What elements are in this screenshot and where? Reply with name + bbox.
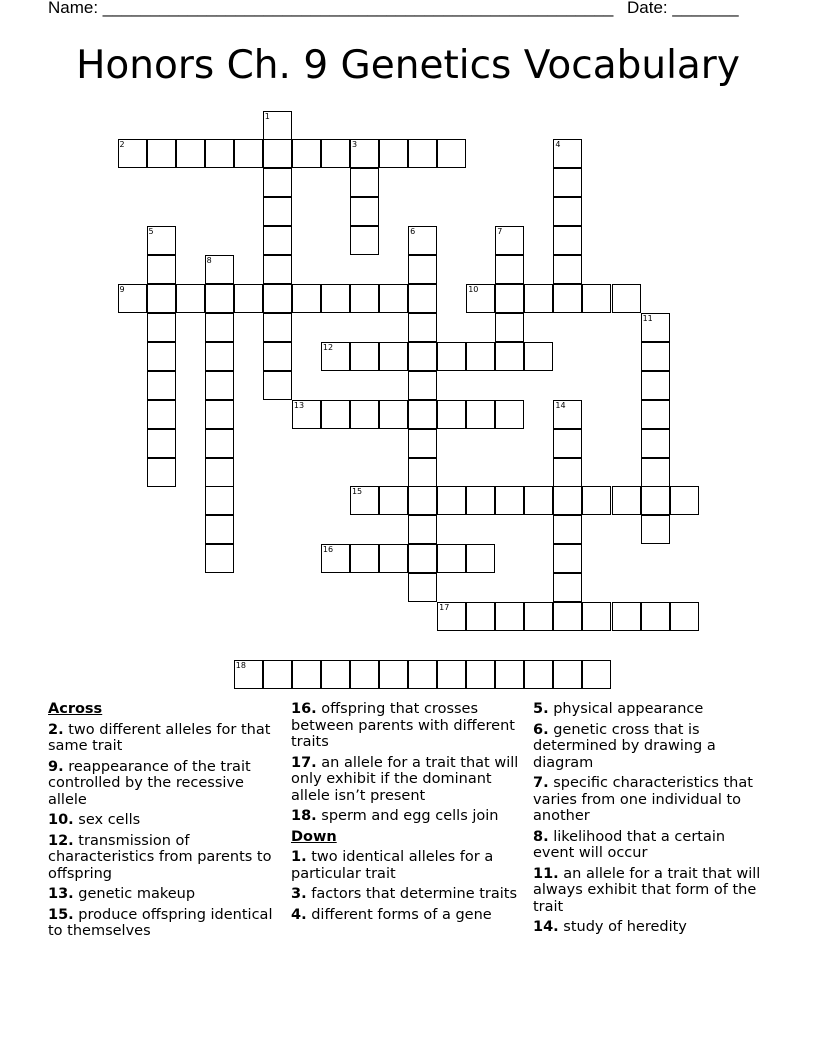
grid-cell[interactable] — [495, 313, 524, 342]
grid-cell[interactable] — [350, 284, 379, 313]
grid-cell[interactable] — [234, 660, 263, 689]
grid-cell[interactable] — [379, 486, 408, 515]
grid-cell[interactable] — [408, 400, 437, 429]
grid-cell[interactable] — [350, 168, 379, 197]
grid-cell[interactable] — [553, 486, 582, 515]
grid-cell[interactable] — [205, 255, 234, 284]
cell-number: 18 — [235, 660, 246, 670]
grid-cell[interactable] — [641, 429, 670, 458]
grid-cell[interactable] — [612, 602, 641, 631]
cell-number: 6 — [410, 227, 416, 237]
grid-cell[interactable] — [437, 602, 466, 631]
grid-cell[interactable] — [408, 429, 437, 458]
grid-cell[interactable] — [350, 226, 379, 255]
grid-cell[interactable] — [147, 284, 176, 313]
grid-cell[interactable] — [321, 139, 350, 168]
grid-cell[interactable] — [321, 342, 350, 371]
grid-cell[interactable] — [553, 400, 582, 429]
across-heading: Across — [48, 701, 103, 717]
grid-cell[interactable] — [176, 284, 205, 313]
grid-cell[interactable] — [553, 226, 582, 255]
clue-down-3 — [291, 886, 521, 903]
grid-cell[interactable] — [408, 458, 437, 487]
grid-cell[interactable] — [147, 226, 176, 255]
clue-text: study of heredity — [563, 919, 687, 935]
grid-cell[interactable] — [350, 660, 379, 689]
grid-cell[interactable] — [292, 139, 321, 168]
grid-cell[interactable] — [379, 284, 408, 313]
cell-number: 16 — [322, 545, 334, 555]
grid-cell[interactable] — [612, 284, 641, 313]
grid-cell[interactable] — [234, 284, 263, 313]
grid-cell[interactable] — [408, 371, 437, 400]
grid-cell[interactable] — [408, 313, 437, 342]
grid-cell[interactable] — [205, 400, 234, 429]
grid-cell[interactable] — [205, 544, 234, 573]
grid-cell[interactable] — [408, 226, 437, 255]
grid-cell[interactable] — [263, 284, 292, 313]
grid-cell[interactable] — [263, 197, 292, 226]
grid-cell[interactable] — [466, 486, 495, 515]
cell-number: 2 — [119, 140, 125, 150]
clue-text: an allele for a trait that will always exhibit that form of the trait — [533, 865, 761, 915]
grid-cell[interactable] — [582, 284, 611, 313]
grid-cell[interactable] — [408, 342, 437, 371]
grid-cell[interactable] — [147, 139, 176, 168]
grid-cell[interactable] — [553, 168, 582, 197]
grid-cell[interactable] — [466, 544, 495, 573]
clue-text: transmission of characteristics from parents to offspring — [48, 832, 272, 882]
clue-down-5 — [533, 701, 763, 718]
grid-cell[interactable] — [553, 255, 582, 284]
clue-down-7 — [533, 775, 763, 825]
clues-column-1 — [48, 701, 278, 944]
clue-number: 11. — [533, 865, 559, 882]
clue-text: an allele for a trait that will only exhibit if the dominant allele isn’t present — [291, 754, 519, 804]
grid-cell[interactable] — [263, 168, 292, 197]
cell-number: 17 — [439, 603, 450, 613]
cell-number: 9 — [119, 285, 125, 295]
grid-cell[interactable] — [437, 342, 466, 371]
clue-down-8 — [533, 829, 763, 862]
clue-number: 3. — [291, 886, 307, 902]
clue-text: sperm and egg cells join — [321, 808, 499, 824]
grid-cell[interactable] — [641, 371, 670, 400]
clue-across-18 — [291, 808, 521, 825]
clue-down-4 — [291, 907, 521, 924]
grid-cell[interactable] — [553, 544, 582, 573]
grid-cell[interactable] — [582, 660, 611, 689]
grid-cell[interactable] — [670, 602, 699, 631]
grid-cell[interactable] — [321, 660, 350, 689]
clue-number: 6. — [533, 721, 549, 738]
clue-text: likelihood that a certain event will occur — [533, 828, 726, 861]
clue-text: two identical alleles for a particular trait — [291, 849, 494, 882]
grid-cell[interactable] — [408, 515, 437, 544]
grid-cell[interactable] — [408, 544, 437, 573]
cell-number: 4 — [555, 140, 561, 150]
grid-cell[interactable] — [553, 429, 582, 458]
clue-text: specific characteristics that varies from one individual to another — [533, 775, 753, 824]
grid-cell[interactable] — [553, 197, 582, 226]
grid-cell[interactable] — [495, 486, 524, 515]
grid-cell[interactable] — [350, 400, 379, 429]
clue-text: reappearance of the trait controlled by the recessive allele — [48, 758, 251, 808]
cell-number: 8 — [206, 256, 212, 266]
grid-cell[interactable] — [524, 660, 553, 689]
grid-cell[interactable] — [524, 602, 553, 631]
grid-cell[interactable] — [495, 660, 524, 689]
grid-cell[interactable] — [350, 139, 379, 168]
cell-number: 1 — [264, 111, 270, 121]
cell-number: 5 — [148, 227, 154, 237]
page-title: Honors Ch. 9 Genetics Vocabulary — [76, 43, 740, 88]
grid-cell[interactable] — [524, 342, 553, 371]
grid-cell[interactable] — [147, 255, 176, 284]
grid-cell[interactable] — [379, 139, 408, 168]
grid-cell[interactable] — [641, 602, 670, 631]
grid-cell[interactable] — [176, 139, 205, 168]
grid-cell[interactable] — [553, 515, 582, 544]
grid-cell[interactable] — [553, 139, 582, 168]
clue-across-13 — [48, 886, 278, 903]
grid-cell[interactable] — [263, 139, 292, 168]
grid-cell[interactable] — [263, 111, 292, 140]
cell-number: 3 — [351, 140, 358, 150]
clue-across-2 — [48, 722, 278, 755]
cell-number: 15 — [351, 487, 363, 497]
grid-cell[interactable] — [466, 602, 495, 631]
grid-cell[interactable] — [147, 458, 176, 487]
grid-cell[interactable] — [582, 486, 611, 515]
grid-cell[interactable] — [350, 342, 379, 371]
grid-cell[interactable] — [437, 139, 466, 168]
grid-cell[interactable] — [321, 284, 350, 313]
grid-cell[interactable] — [118, 284, 147, 313]
grid-cell[interactable] — [350, 486, 379, 515]
grid-cell[interactable] — [263, 226, 292, 255]
cell-number: 13 — [293, 400, 305, 410]
clue-number: 13. — [48, 886, 74, 902]
grid-cell[interactable] — [292, 400, 321, 429]
clue-text: produce offspring identical to themselves — [48, 906, 273, 939]
clue-number: 4. — [291, 906, 307, 923]
grid-cell[interactable] — [147, 371, 176, 400]
grid-cell[interactable] — [147, 342, 176, 371]
grid-cell[interactable] — [466, 400, 495, 429]
grid-cell[interactable] — [321, 400, 350, 429]
grid-cell[interactable] — [553, 660, 582, 689]
grid-cell[interactable] — [205, 458, 234, 487]
clue-across-16 — [291, 701, 521, 751]
clue-across-17 — [291, 755, 521, 805]
cell-number: 14 — [555, 400, 566, 410]
clue-text: different forms of a gene — [311, 906, 492, 923]
name-field: Name: ______________________________________________________ — [48, 0, 614, 17]
grid-cell[interactable] — [379, 342, 408, 371]
grid-cell[interactable] — [437, 660, 466, 689]
grid-cell[interactable] — [641, 515, 670, 544]
grid-cell[interactable] — [495, 226, 524, 255]
clue-text: physical appearance — [553, 701, 704, 717]
grid-cell[interactable] — [379, 660, 408, 689]
grid-cell[interactable] — [641, 400, 670, 429]
grid-cell[interactable] — [641, 342, 670, 371]
grid-cell[interactable] — [582, 602, 611, 631]
grid-cell[interactable] — [205, 429, 234, 458]
clue-across-10 — [48, 812, 278, 829]
clue-number: 12. — [48, 832, 74, 849]
grid-cell[interactable] — [466, 284, 495, 313]
clue-number: 15. — [48, 906, 74, 923]
grid-cell[interactable] — [263, 371, 292, 400]
grid-cell[interactable] — [495, 284, 524, 313]
grid-cell[interactable] — [263, 342, 292, 371]
grid-cell[interactable] — [553, 458, 582, 487]
grid-cell[interactable] — [553, 284, 582, 313]
clue-across-15 — [48, 907, 278, 940]
grid-cell[interactable] — [147, 429, 176, 458]
clue-number: 2. — [48, 721, 64, 738]
grid-cell[interactable] — [147, 400, 176, 429]
grid-cell[interactable] — [292, 660, 321, 689]
grid-cell[interactable] — [118, 139, 147, 168]
clue-text: sex cells — [78, 812, 141, 828]
grid-cell[interactable] — [379, 544, 408, 573]
grid-cell[interactable] — [641, 458, 670, 487]
grid-cell[interactable] — [495, 602, 524, 631]
clue-number: 10. — [48, 812, 74, 828]
grid-cell[interactable] — [147, 313, 176, 342]
grid-cell[interactable] — [437, 486, 466, 515]
clue-text: genetic makeup — [78, 886, 196, 902]
clue-number: 5. — [533, 701, 549, 717]
grid-cell[interactable] — [205, 371, 234, 400]
grid-cell[interactable] — [350, 544, 379, 573]
grid-cell[interactable] — [524, 486, 553, 515]
cell-number: 11 — [642, 313, 653, 323]
grid-cell[interactable] — [292, 284, 321, 313]
grid-cell[interactable] — [408, 573, 437, 602]
clue-number: 9. — [48, 758, 64, 775]
grid-cell[interactable] — [641, 313, 670, 342]
clue-down-11 — [533, 866, 763, 916]
grid-cell[interactable] — [670, 486, 699, 515]
grid-cell[interactable] — [263, 660, 292, 689]
grid-cell[interactable] — [466, 660, 495, 689]
grid-cell[interactable] — [205, 284, 234, 313]
grid-cell[interactable] — [234, 139, 263, 168]
clue-number: 16. — [291, 701, 317, 717]
clue-down-6 — [533, 722, 763, 772]
grid-cell[interactable] — [495, 400, 524, 429]
clue-number: 7. — [533, 775, 549, 791]
grid-cell[interactable] — [408, 660, 437, 689]
grid-cell[interactable] — [437, 400, 466, 429]
grid-cell[interactable] — [408, 486, 437, 515]
cell-number: 10 — [468, 285, 479, 295]
grid-cell[interactable] — [205, 486, 234, 515]
grid-cell[interactable] — [495, 255, 524, 284]
grid-cell[interactable] — [205, 313, 234, 342]
clue-number: 1. — [291, 849, 307, 865]
grid-cell[interactable] — [379, 400, 408, 429]
clue-text: genetic cross that is determined by drawing a diagram — [533, 721, 716, 771]
clue-text: two different alleles for that same trait — [48, 721, 271, 754]
date-field: Date: _______ — [627, 0, 739, 17]
clue-number: 18. — [291, 808, 317, 824]
grid-cell[interactable] — [408, 255, 437, 284]
clues-column-3 — [533, 701, 763, 940]
clue-number: 14. — [533, 919, 559, 935]
grid-cell[interactable] — [553, 573, 582, 602]
grid-cell[interactable] — [553, 602, 582, 631]
grid-cell[interactable] — [205, 342, 234, 371]
grid-cell[interactable] — [641, 486, 670, 515]
clue-number: 8. — [533, 828, 549, 845]
cell-number: 12 — [322, 342, 334, 352]
clues-column-2 — [291, 701, 521, 927]
grid-cell[interactable] — [495, 342, 524, 371]
grid-cell[interactable] — [612, 486, 641, 515]
grid-cell[interactable] — [205, 139, 234, 168]
clue-number: 17. — [291, 754, 317, 771]
cell-number: 7 — [497, 227, 503, 237]
clue-across-9 — [48, 759, 278, 809]
clue-text: factors that determine traits — [311, 886, 518, 902]
grid-cell[interactable] — [321, 544, 350, 573]
grid-cell[interactable] — [408, 139, 437, 168]
grid-cell[interactable] — [263, 255, 292, 284]
grid-cell[interactable] — [408, 284, 437, 313]
clue-down-1 — [291, 849, 521, 882]
grid-cell[interactable] — [350, 197, 379, 226]
clue-down-14 — [533, 919, 763, 936]
clue-text: offspring that crosses between parents with different traits — [291, 701, 515, 750]
down-heading: Down — [291, 828, 337, 845]
grid-cell[interactable] — [524, 284, 553, 313]
clue-across-12 — [48, 833, 278, 883]
grid-cell[interactable] — [263, 313, 292, 342]
grid-cell[interactable] — [205, 515, 234, 544]
grid-cell[interactable] — [466, 342, 495, 371]
grid-cell[interactable] — [437, 544, 466, 573]
